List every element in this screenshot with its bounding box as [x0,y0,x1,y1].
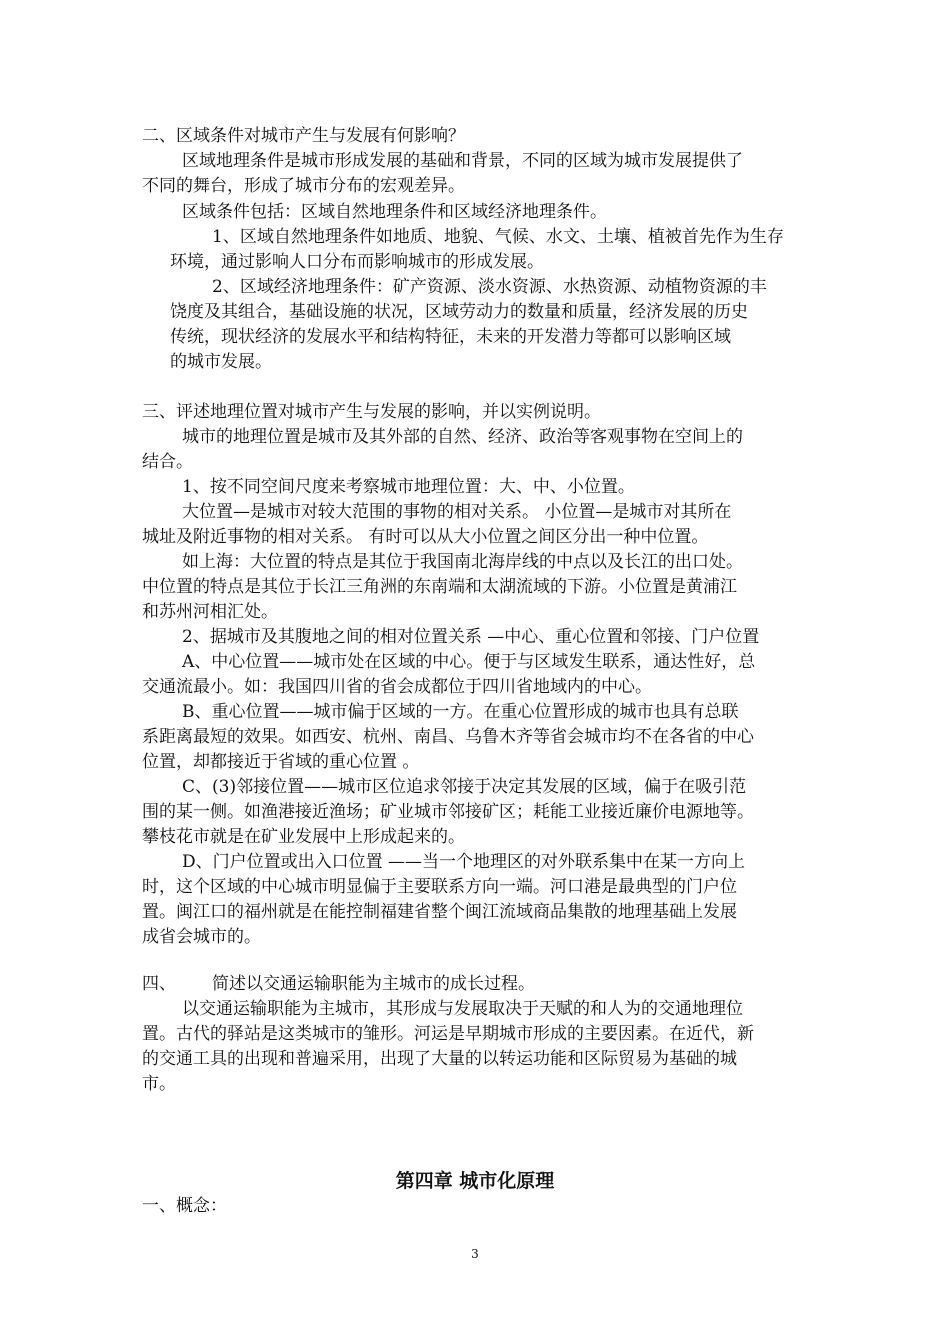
section-2-heading: 二、区域条件对城市产生与发展有何影响？ [142,126,465,146]
paragraph-line: 位置，却都接近于省域的重心位置 。 [142,752,420,772]
paragraph-line: 区域地理条件是城市形成发展的基础和背景，不同的区域为城市发展提供了 [182,151,743,171]
paragraph-line: 攀枝花市就是在矿业发展中上形成起来的。 [142,827,465,847]
chapter-subheading: 一、概念： [142,1196,227,1216]
paragraph-line: 如上海：大位置的特点是其位于我国南北海岸线的中点以及长江的出口处。 [182,552,743,572]
paragraph-line: 中位置的特点是其位于长江三角洲的东南端和太湖流域的下游。小位置是黄浦江 [142,577,737,597]
section-4-heading: 简述以交通运输职能为主城市的成长过程。 [212,974,535,994]
list-item-line: 饶度及其组合，基础设施的状况，区域劳动力的数量和质量，经济发展的历史 [170,302,748,322]
paragraph-line: 区域条件包括：区域自然地理条件和区域经济地理条件。 [182,202,607,222]
list-item-line: 环境，通过影响人口分布而影响城市的形成发展。 [170,252,544,272]
section-4-heading-number: 四、 [142,974,176,994]
paragraph-line: A、中心位置——城市处在区域的中心。便于与区域发生联系，通达性好，总 [182,652,756,672]
paragraph-line: B、重心位置——城市偏于区域的一方。在重心位置形成的城市也具有总联 [182,702,739,722]
paragraph-line: 系距离最短的效果。如西安、杭州、南昌、乌鲁木齐等省会城市均不在各省的中心 [142,727,754,747]
paragraph-line: 置。闽江口的福州就是在能控制福建省整个闽江流域商品集散的地理基础上发展 [142,902,737,922]
paragraph-line: 交通流最小。如：我国四川省的省会成都位于四川省地域内的中心。 [142,677,652,697]
paragraph-line: 城址及附近事物的相对关系。 有时可以从大小位置之间区分出一种中位置。 [142,527,709,547]
list-item-line: 1、区域自然地理条件如地质、地貌、气候、水文、土壤、植被首先作为生存 [212,227,784,247]
paragraph-line: 置。古代的驿站是这类城市的雏形。河运是早期城市形成的主要因素。在近代，新 [142,1024,754,1044]
page-number: 3 [471,1247,479,1261]
paragraph-line: 市。 [142,1074,176,1094]
paragraph-line: 城市的地理位置是城市及其外部的自然、经济、政治等客观事物在空间上的 [182,427,743,447]
section-3-heading: 三、评述地理位置对城市产生与发展的影响，并以实例说明。 [142,402,601,422]
paragraph-line: 结合。 [142,452,193,472]
chapter-title: 第四章 城市化原理 [395,1170,555,1192]
paragraph-line: D、门户位置或出入口位置 ——当一个地理区的对外联系集中在某一方向上 [182,852,746,872]
paragraph-line: 时，这个区域的中心城市明显偏于主要联系方向一端。河口港是最典型的门户位 [142,877,737,897]
paragraph-line: 不同的舞台，形成了城市分布的宏观差异。 [142,176,465,196]
paragraph-line: 成省会城市的。 [142,927,261,947]
paragraph-line: 的交通工具的出现和普遍采用，出现了大量的以转运功能和区际贸易为基础的城 [142,1049,737,1069]
list-item-line: 2、区域经济地理条件：矿产资源、淡水资源、水热资源、动植物资源的丰 [212,277,767,297]
paragraph-line: 以交通运输职能为主城市，其形成与发展取决于天赋的和人为的交通地理位 [182,999,743,1019]
paragraph-line: C、(3)邻接位置——城市区位追求邻接于决定其发展的区域，偏于在吸引范 [182,777,747,797]
paragraph-line: 大位置—是城市对较大范围的事物的相对关系。 小位置—是城市对其所在 [182,502,732,522]
paragraph-line: 围的某一侧。如渔港接近渔场；矿业城市邻接矿区；耗能工业接近廉价电源地等。 [142,802,754,822]
list-item-line: 传统，现状经济的发展水平和结构特征，未来的开发潜力等都可以影响区域 [170,327,731,347]
paragraph-line: 1、按不同空间尺度来考察城市地理位置：大、中、小位置。 [182,477,635,497]
paragraph-line: 和苏州河相汇处。 [142,602,278,622]
list-item-line: 的城市发展。 [170,352,272,372]
paragraph-line: 2、据城市及其腹地之间的相对位置关系 —中心、重心位置和邻接、门户位置 [182,627,760,647]
